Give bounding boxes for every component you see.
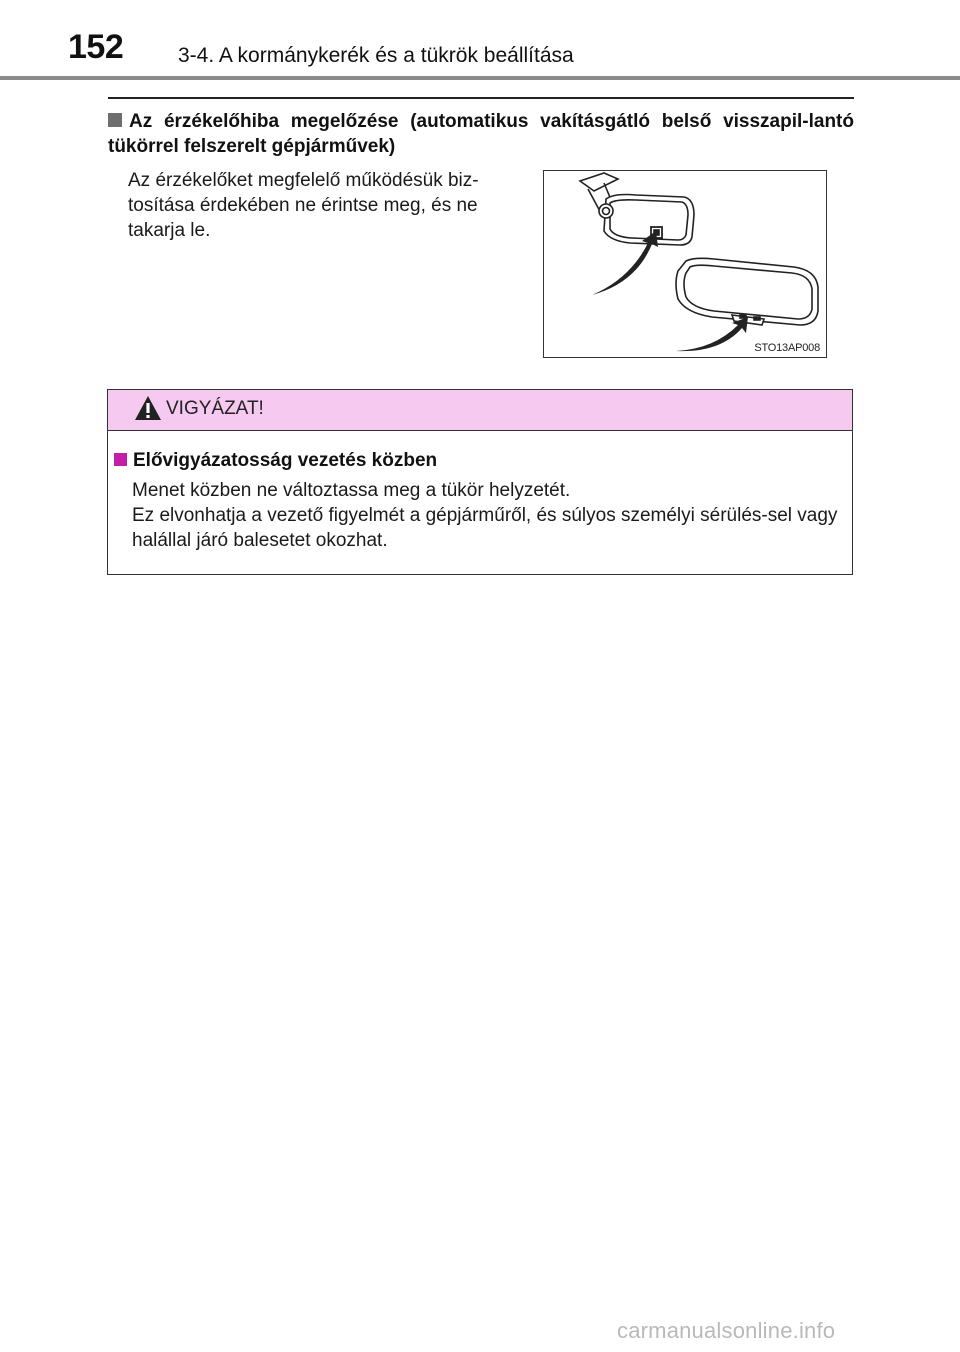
warning-line: Menet közben ne változtassa meg a tükör helyzetét. [132, 480, 571, 501]
warning-line: Ez elvonhatja a vezető figyelmét a gépjárműről, és súlyos személyi sérülés-sel vagy halállal járó balesetet okozhat. [132, 505, 838, 551]
warning-header [108, 390, 852, 431]
warning-triangle-icon [134, 395, 162, 421]
page-header-title: 3-4. A kormánykerék és a tükrök beállítása [178, 44, 574, 67]
section-rule [108, 97, 854, 99]
warning-bullet-icon [114, 453, 127, 466]
warning-title: VIGYÁZAT! [166, 398, 264, 419]
warning-subheading [114, 450, 437, 472]
section-bullet-icon [108, 113, 122, 127]
page-number: 152 [68, 28, 124, 66]
warning-subheading-text: Elővigyázatosság vezetés közben [133, 450, 438, 471]
warning-box [107, 389, 853, 575]
mirror-figure [543, 170, 827, 358]
header-rule [0, 76, 960, 80]
section-heading [108, 109, 854, 159]
warning-body [132, 478, 848, 553]
footer-watermark: carmanualsonline.info [617, 1318, 836, 1343]
section-body-text: Az érzékelőket megfelelő működésük biz-tosítása érdekében ne érintse meg, és ne takarja le. [128, 170, 479, 241]
rearview-mirror-sensor-illustration [544, 171, 828, 359]
figure-code: STO13AP008 [754, 342, 820, 354]
section-heading-text: Az érzékelőhiba megelőzése (automatikus vakításgátló belső visszapil-lantó tükörrel felszerelt gépjárművek) [108, 111, 854, 157]
